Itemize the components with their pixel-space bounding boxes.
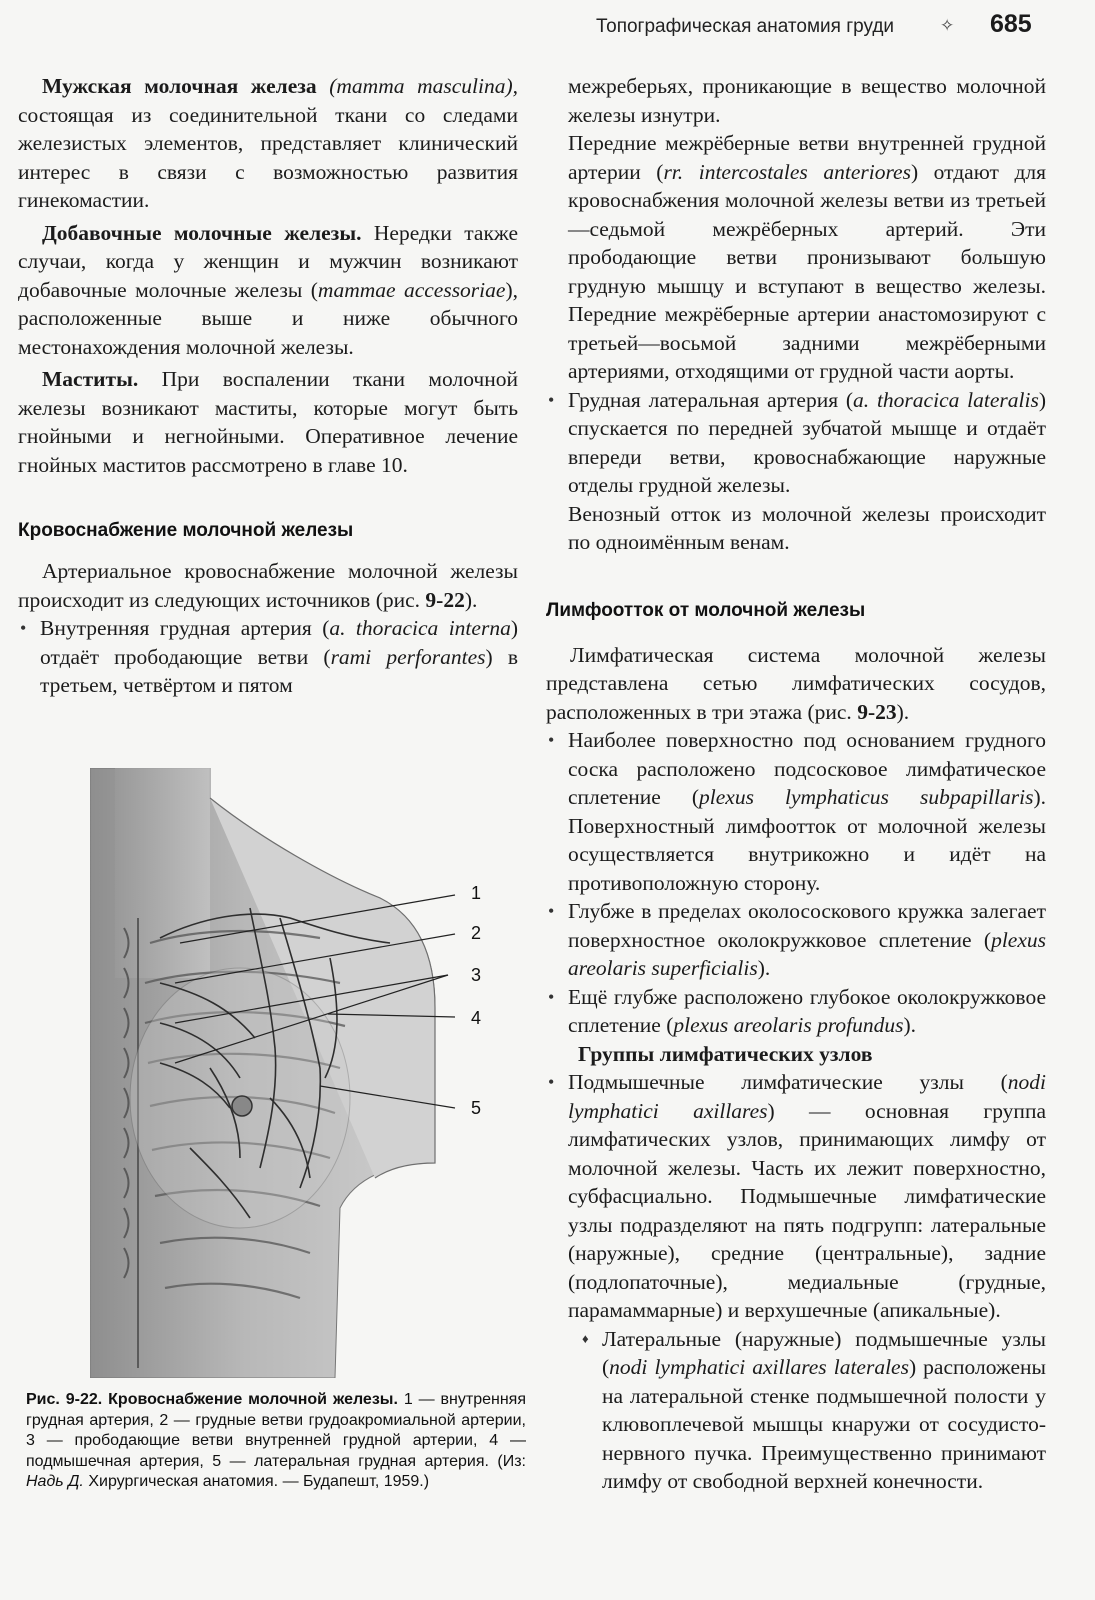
subbullet-lateral-axillary: ♦ Латеральные (наружные) подмышечные узлы (nodi lymphatici axillares laterales) расположены на латеральной стенке подмышечной полости у клювоплечевой мышцы кнаружи от сосудисто-нервного пучка. Преимущественно принимают лимфу от свободной верхней конечности. [546,1325,1046,1496]
paragraph-intercostal: Передние межрёберные ветви внутренней грудной артерии (rr. intercostales anteriores) отдают для кровоснабжения молочной железы ветви из третьей—седьмой межрёберных артерий. Эти прободающие ветви пронизывают большую грудную мышцу и вступают в вещество железы. Передние межрёберные артерии анастомозируют с третьей—восьмой задними межрёберными артериями, отходящими от грудной части аорты. [568,131,1047,383]
figure-blood-supply-illustration [90,768,530,1378]
bullet-subpapillary: • Наиболее поверхностно под основанием грудного соска расположено подсосковое лимфатическое сплетение (plexus lymphaticus subpapillaris). Поверхностный лимфоотток от молочной железы осуществляется внутрикожно и идёт на противоположную сторону. [546,726,1046,897]
paragraph-continuation: межреберьях, проникающие в вещество молочной железы изнутри. [568,74,1046,127]
paragraph-accessory-glands: Добавочные молочные железы. Нередки также случаи, когда у женщин и мужчин возникают добавочные молочные железы (mammae accessoriae), расположенные выше и ниже обычного местонахождения молочной железы. [18,220,519,359]
bullet-axillary-nodes: • Подмышечные лимфатические узлы (nodi lymphatici axillares) — основная группа лимфатических узлов, принимающих лимфу от молочной железы. Часть их лежит поверхностно, субфасциально. Подмышечные лимфатические узлы подразделяют на пять подгрупп: латеральные (наружные), средние (центральные), задние (подлопаточные), медиальные (грудные, парамаммарные) и верхушечные (апикальные). [546,1068,1046,1325]
section-heading-lymph: Лимфоотток от молочной железы [546,599,866,621]
paragraph-venous: Венозный отток из молочной железы происходит по одноимённым венам. [568,501,1046,554]
term-mastitis: Маститы. [42,367,139,391]
figure-ref: 9-22 [425,587,465,612]
term-accessory-glands: Добавочные молочные железы. [42,220,362,245]
caption-author: Надь Д. [26,1473,84,1490]
paragraph-lymph-system: Лимфатическая система молочной железы представлена сетью лимфатических сосудов, расположенных в три этажа (рис. 9-23). [546,642,1046,724]
bullet-areolar-superficial: • Глубже в пределах околососкового кружка залегает поверхностное околокружковое сплетение (plexus areolaris superficialis). [546,897,1046,983]
paragraph-mastitis: Маститы. При воспалении ткани молочной железы возникают маститы, которые могут быть гнойными и негнойными. Оперативное лечение гнойных маститов рассмотрено в главе 10. [18,367,518,477]
running-header [560,10,1060,42]
figure-caption: Рис. 9-22. Кровоснабжение молочной железы. 1 — внутренняя грудная артерия, 2 — грудные ветви грудоакромиальной артерии, 3 — прободающие ветви внутренней грудной артерии, 4 — подмышечная артерия, 5 — латеральная грудная артерия. (Из: Надь Д. Хирургическая анатомия. — Будапешт, 1959.) [26,1391,527,1490]
anatomy-drawing [90,768,530,1378]
bullet-lateral-thoracic: • Грудная латеральная артерия (a. thoracica lateralis) спускается по передней зубчатой мышце и отдаёт впереди ветви, кровоснабжающие наружные отделы грудной железы. [546,386,1046,500]
figure-ref: 9-23 [857,699,897,724]
right-column [546,72,1046,1496]
section-heading-blood-supply: Кровоснабжение молочной железы [18,520,354,541]
running-title: Топографическая анатомия груди [596,16,895,37]
ornament-icon: ✧ [940,16,955,35]
paragraph-arterial-supply: Артериальное кровоснабжение молочной железы происходит из следующих источников (рис. 9-22). [18,559,518,612]
bullet-internal-thoracic: • Внутренняя грудная артерия (a. thoracica interna) отдаёт прободающие ветви (rami perforantes) в третьем, четвёртом и пятом [18,614,518,700]
figure-label-1: 1 [471,883,482,903]
subheading-lymph-node-groups: Группы лимфатических узлов [578,1041,873,1066]
left-column [18,72,518,700]
figure-label-4: 4 [471,1008,482,1028]
paragraph-male-gland: Мужская молочная железа (mamma masculina), состоящая из соединительной ткани со следами железистых элементов, представляет клинический интерес в связи с возможностью развития гинекомастии. [18,74,518,212]
figure-label-3: 3 [471,965,482,985]
bullet-areolar-deep: • Ещё глубже расположено глубокое околокружковое сплетение (plexus areolaris profundus). [546,983,1046,1040]
term-male-gland: Мужская молочная железа [42,74,317,98]
caption-label: Рис. 9-22. Кровоснабжение молочной железы. [26,1391,398,1408]
figure-label-2: 2 [471,923,482,943]
latin-term: mammae accessoriae [317,277,506,302]
figure-label-5: 5 [471,1098,482,1118]
latin-term: (mamma masculina), [329,74,518,98]
page-number: 685 [990,10,1032,38]
